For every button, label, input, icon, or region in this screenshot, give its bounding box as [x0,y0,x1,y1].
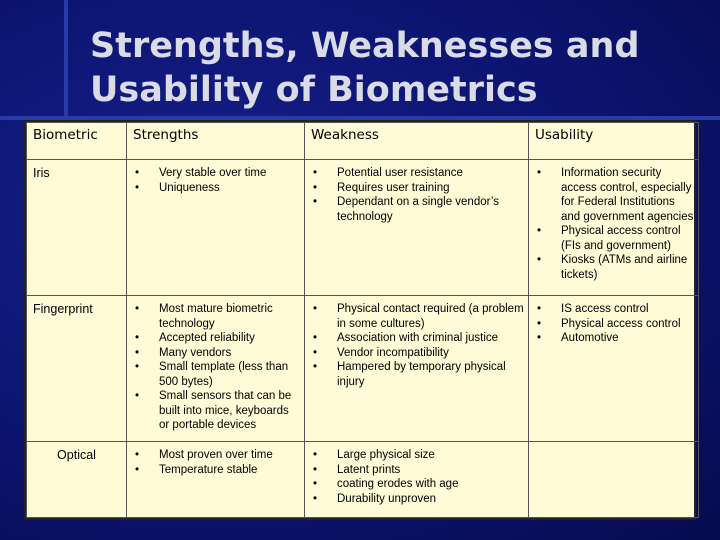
header-usability: Usability [529,123,699,160]
decorative-vertical-bar [64,0,68,120]
slide-title-line-1: Strengths, Weaknesses and [90,26,640,66]
table-row-optical [27,442,699,518]
strengths-cell [127,442,305,518]
list-item: • coating erodes with age [311,477,524,492]
biometrics-table [26,122,699,518]
header-strengths: Strengths [127,123,305,160]
usability-cell [529,296,699,442]
list-item: • Uniqueness [133,181,300,196]
list-item: • Most mature biometric technology [133,302,300,331]
list-item: • Association with criminal justice [311,331,524,346]
table-row-fingerprint [27,296,699,442]
usability-cell [529,160,699,296]
list-item: • Physical access control [535,317,694,332]
list-item: • Hampered by temporary physical injury [311,360,524,389]
slide-title [90,24,650,112]
list-item: • Physical access control (FIs and government) [535,224,694,253]
biometric-name: Iris [27,160,127,296]
list-item: • Small template (less than 500 bytes) [133,360,300,389]
list-item: • Potential user resistance [311,166,524,181]
list-item: • Latent prints [311,463,524,478]
header-weakness: Weakness [305,123,529,160]
biometrics-table-container [24,120,696,520]
weakness-cell [305,442,529,518]
table-row-iris [27,160,699,296]
weakness-cell [305,160,529,296]
list-item: • Many vendors [133,346,300,361]
list-item: • Dependant on a single vendor’s technology [311,195,524,224]
list-item: • Physical contact required (a problem in some cultures) [311,302,524,331]
list-item: • Small sensors that can be built into mice, keyboards or portable devices [133,389,300,433]
list-item: • Very stable over time [133,166,300,181]
list-item: • Automotive [535,331,694,346]
table-header-row [27,123,699,160]
list-item: • Vendor incompatibility [311,346,524,361]
usability-cell-empty [529,442,699,518]
slide-title-line-2: Usability of Biometrics [90,70,538,110]
list-item: • Information security access control, especially for Federal Institutions and government agencies [535,166,694,224]
header-biometric: Biometric [27,123,127,160]
list-item: • Durability unproven [311,492,524,507]
list-item: • Large physical size [311,448,524,463]
list-item: • Accepted reliability [133,331,300,346]
list-item: • Temperature stable [133,463,300,478]
weakness-cell [305,296,529,442]
strengths-cell [127,296,305,442]
biometric-name: Fingerprint [27,296,127,442]
list-item: • IS access control [535,302,694,317]
list-item: • Kiosks (ATMs and airline tickets) [535,253,694,282]
biometric-name: Optical [27,442,127,518]
list-item: • Requires user training [311,181,524,196]
list-item: • Most proven over time [133,448,300,463]
strengths-cell [127,160,305,296]
